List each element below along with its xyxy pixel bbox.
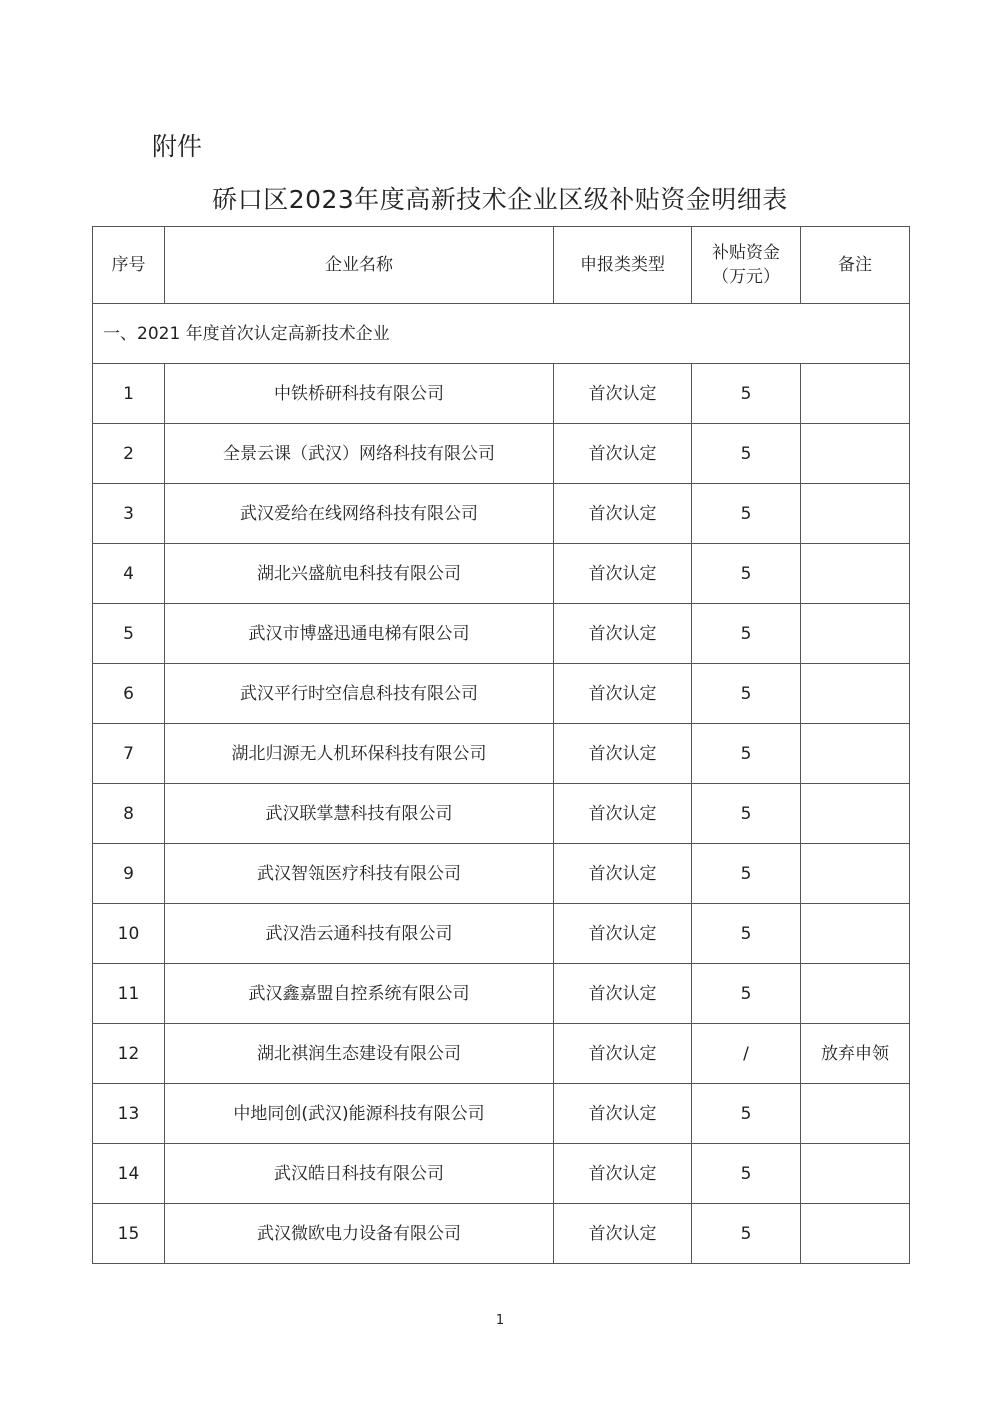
table-row: [93, 544, 910, 604]
cell-index: 10: [93, 904, 165, 964]
cell-index: 1: [93, 364, 165, 424]
cell-application-type: 首次认定: [554, 904, 692, 964]
cell-subsidy-amount: 5: [692, 1144, 801, 1204]
cell-company-name: 武汉鑫嘉盟自控系统有限公司: [165, 964, 554, 1024]
cell-subsidy-amount: 5: [692, 964, 801, 1024]
cell-subsidy-amount: 5: [692, 1204, 801, 1264]
cell-application-type: 首次认定: [554, 724, 692, 784]
cell-company-name: 湖北归源无人机环保科技有限公司: [165, 724, 554, 784]
document-title: 硚口区2023年度高新技术企业区级补贴资金明细表: [212, 185, 788, 214]
subsidy-detail-table: [92, 226, 910, 1264]
header-subsidy-amount: [692, 227, 801, 304]
cell-company-name: 武汉市博盛迅通电梯有限公司: [165, 604, 554, 664]
cell-index: 2: [93, 424, 165, 484]
cell-company-name: 武汉浩云通科技有限公司: [165, 904, 554, 964]
table-row: [93, 964, 910, 1024]
cell-application-type: 首次认定: [554, 544, 692, 604]
attachment-label: 附件: [152, 132, 203, 161]
table-row: [93, 664, 910, 724]
header-subsidy-unit: （万元）: [712, 267, 780, 287]
header-company-name: 企业名称: [165, 227, 554, 304]
cell-remark: [801, 964, 910, 1024]
cell-index: 7: [93, 724, 165, 784]
cell-index: 14: [93, 1144, 165, 1204]
table-row: [93, 1144, 910, 1204]
cell-index: 5: [93, 604, 165, 664]
cell-company-name: 全景云课（武汉）网络科技有限公司: [165, 424, 554, 484]
cell-application-type: 首次认定: [554, 1084, 692, 1144]
table-header-row: [93, 227, 910, 304]
page-number: 1: [495, 1313, 505, 1328]
table-row: [93, 424, 910, 484]
cell-application-type: 首次认定: [554, 424, 692, 484]
cell-remark: [801, 364, 910, 424]
cell-company-name: 武汉联掌慧科技有限公司: [165, 784, 554, 844]
cell-remark: [801, 724, 910, 784]
header-index: 序号: [93, 227, 165, 304]
table-row: [93, 1024, 910, 1084]
cell-application-type: 首次认定: [554, 844, 692, 904]
cell-company-name: 武汉智瓴医疗科技有限公司: [165, 844, 554, 904]
table-row: [93, 784, 910, 844]
cell-company-name: 武汉爱给在线网络科技有限公司: [165, 484, 554, 544]
table-row: [93, 904, 910, 964]
cell-subsidy-amount: /: [692, 1024, 801, 1084]
cell-remark: [801, 844, 910, 904]
cell-subsidy-amount: 5: [692, 904, 801, 964]
cell-subsidy-amount: 5: [692, 544, 801, 604]
table-row: [93, 604, 910, 664]
header-remark: 备注: [801, 227, 910, 304]
cell-application-type: 首次认定: [554, 964, 692, 1024]
cell-company-name: 武汉微欧电力设备有限公司: [165, 1204, 554, 1264]
cell-index: 12: [93, 1024, 165, 1084]
cell-remark: [801, 1084, 910, 1144]
cell-subsidy-amount: 5: [692, 784, 801, 844]
cell-index: 8: [93, 784, 165, 844]
cell-index: 11: [93, 964, 165, 1024]
table-row: [93, 1084, 910, 1144]
cell-subsidy-amount: 5: [692, 664, 801, 724]
cell-remark: [801, 1144, 910, 1204]
table-row: [93, 724, 910, 784]
table-row: [93, 364, 910, 424]
header-application-type: 申报类类型: [554, 227, 692, 304]
cell-application-type: 首次认定: [554, 604, 692, 664]
cell-application-type: 首次认定: [554, 1144, 692, 1204]
cell-application-type: 首次认定: [554, 784, 692, 844]
cell-index: 3: [93, 484, 165, 544]
cell-application-type: 首次认定: [554, 484, 692, 544]
cell-company-name: 湖北兴盛航电科技有限公司: [165, 544, 554, 604]
cell-application-type: 首次认定: [554, 1024, 692, 1084]
cell-application-type: 首次认定: [554, 364, 692, 424]
cell-company-name: 湖北祺润生态建设有限公司: [165, 1024, 554, 1084]
cell-application-type: 首次认定: [554, 1204, 692, 1264]
cell-index: 15: [93, 1204, 165, 1264]
table-row: [93, 844, 910, 904]
cell-index: 9: [93, 844, 165, 904]
cell-index: 6: [93, 664, 165, 724]
table-row: [93, 1204, 910, 1264]
cell-company-name: 中地同创(武汉)能源科技有限公司: [165, 1084, 554, 1144]
section-title: 一、2021 年度首次认定高新技术企业: [93, 304, 910, 364]
cell-remark: [801, 604, 910, 664]
cell-subsidy-amount: 5: [692, 604, 801, 664]
cell-subsidy-amount: 5: [692, 364, 801, 424]
cell-index: 13: [93, 1084, 165, 1144]
cell-company-name: 中铁桥研科技有限公司: [165, 364, 554, 424]
cell-remark: [801, 484, 910, 544]
cell-remark: [801, 544, 910, 604]
section-row: [93, 304, 910, 364]
cell-remark: [801, 904, 910, 964]
cell-subsidy-amount: 5: [692, 724, 801, 784]
cell-remark: [801, 664, 910, 724]
cell-subsidy-amount: 5: [692, 1084, 801, 1144]
cell-application-type: 首次认定: [554, 664, 692, 724]
header-subsidy-label: 补贴资金: [712, 243, 780, 263]
cell-company-name: 武汉平行时空信息科技有限公司: [165, 664, 554, 724]
cell-remark: 放弃申领: [801, 1024, 910, 1084]
cell-remark: [801, 784, 910, 844]
cell-subsidy-amount: 5: [692, 484, 801, 544]
cell-subsidy-amount: 5: [692, 424, 801, 484]
cell-remark: [801, 424, 910, 484]
cell-remark: [801, 1204, 910, 1264]
cell-index: 4: [93, 544, 165, 604]
table-row: [93, 484, 910, 544]
cell-company-name: 武汉皓日科技有限公司: [165, 1144, 554, 1204]
cell-subsidy-amount: 5: [692, 844, 801, 904]
